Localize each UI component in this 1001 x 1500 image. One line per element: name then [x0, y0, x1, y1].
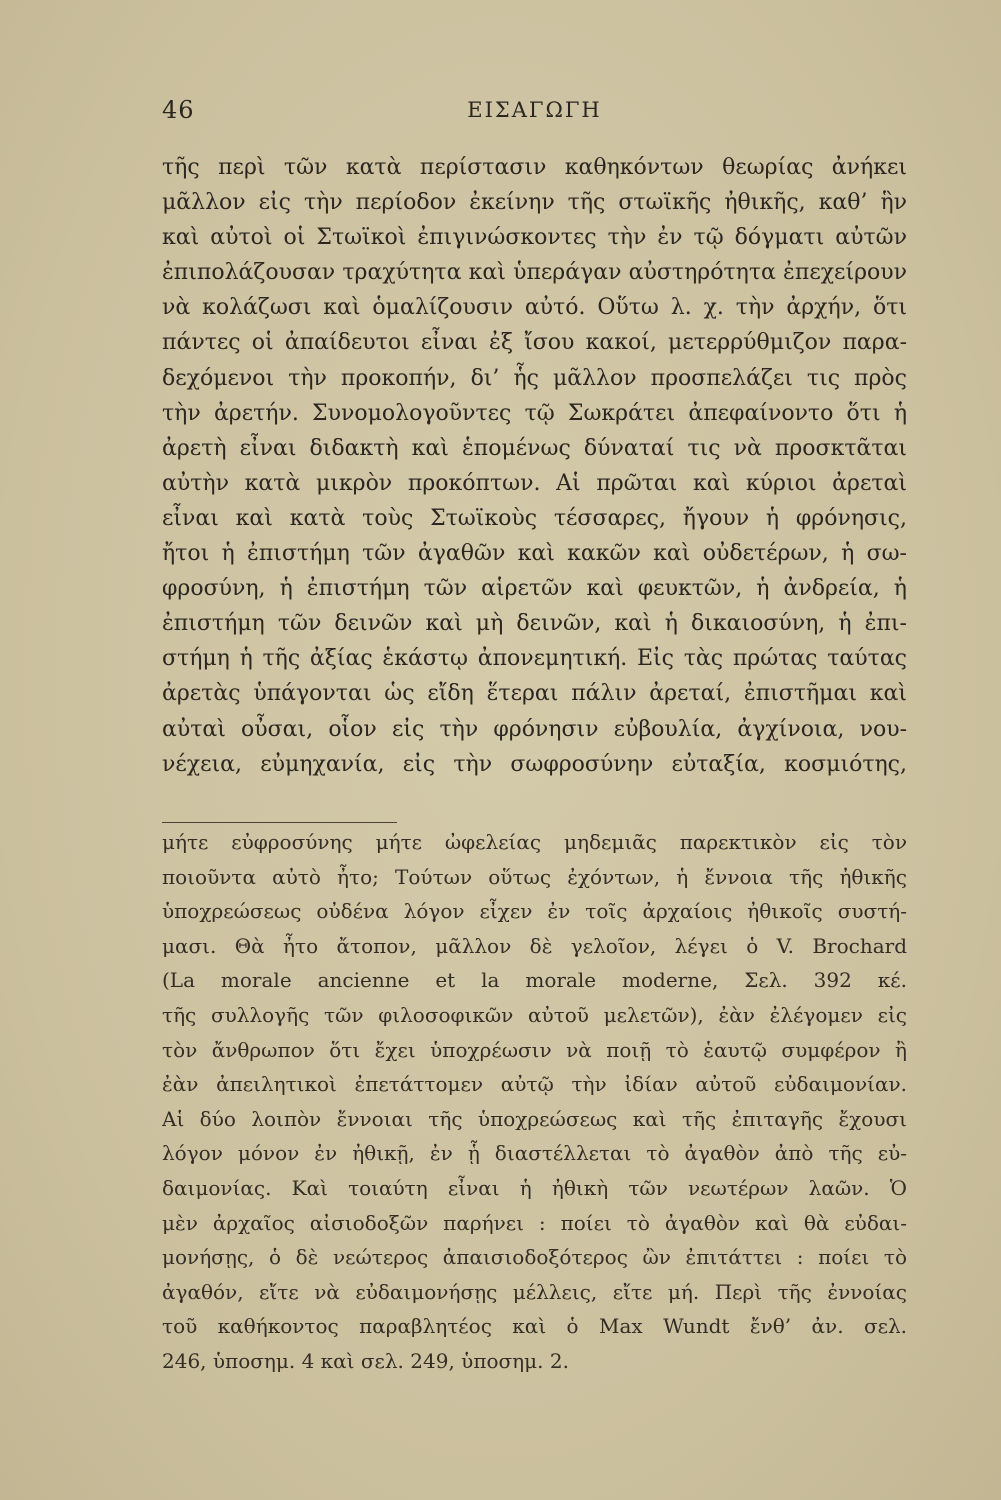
text-line: νέχεια, εὐμηχανία, εἰς τὴν σωφροσύνην εὐταξία, κοσμιότης, [162, 751, 907, 777]
text-line: τὴν ἀρετήν. Συνομολογοῦντες τῷ Σωκράτει ἀπεφαίνοντο ὅτι ἡ [162, 400, 907, 426]
text-line: ἐπιπολάζουσαν τραχύτητα καὶ ὑπεράγαν αὐστηρότητα ἐπεχείρουν [162, 260, 907, 286]
text-line: αὐταὶ οὖσαι, οἷον εἰς τὴν φρόνησιν εὐβουλία, ἀγχίνοια, νου- [162, 716, 907, 742]
page-number: 46 [162, 96, 195, 124]
text-line: τῆς περὶ τῶν κατὰ περίστασιν καθηκόντων θεωρίας ἀνήκει [162, 155, 907, 180]
footnote-rule [162, 822, 397, 823]
footnote-line: ἐὰν ἀπειλητικοὶ ἐπετάττομεν αὐτῷ τὴν ἰδίαν αὐτοῦ εὐδαιμονίαν. [162, 1072, 907, 1097]
footnote-line: μήτε εὐφροσύνης μήτε ὠφελείας μηδεμιᾶς παρεκτικὸν εἰς τὸν [162, 830, 907, 854]
text-line: εἶναι καὶ κατὰ τοὺς Στωϊκοὺς τέσσαρες, ἤγουν ἡ φρόνησις, [162, 505, 907, 531]
footnote-line: τῆς συλλογῆς τῶν φιλοσοφικῶν αὐτοῦ μελετῶν), ἐὰν ἐλέγομεν εἰς [162, 1002, 907, 1027]
footnote-line: Αἱ δύο λοιπὸν ἔννοιαι τῆς ὑποχρεώσεως καὶ τῆς ἐπιταγῆς ἔχουσι [162, 1106, 907, 1131]
footnote-line: λόγον μόνον ἐν ἠθικῇ, ἐν ᾗ διαστέλλεται τὸ ἀγαθὸν ἀπὸ τῆς εὐ- [162, 1141, 907, 1166]
footnote-line: ποιοῦντα αὐτὸ ἦτο; Τούτων οὕτως ἐχόντων, ἡ ἔννοια τῆς ἠθικῆς [162, 864, 907, 889]
text-line: αὐτὴν κατὰ μικρὸν προκόπτων. Αἱ πρῶται καὶ κύριοι ἀρεταὶ [162, 470, 907, 496]
running-head: ΕΙΣΑΓΩΓΗ [467, 98, 602, 122]
footnote-line: (La morale ancienne et la morale moderne, Σελ. 392 κέ. [162, 968, 907, 993]
footnote-line: μασι. Θὰ ἦτο ἄτοπον, μᾶλλον δὲ γελοῖον, λέγει ὁ V. Brochard [162, 933, 907, 958]
text-line: καὶ αὐτοὶ οἱ Στωϊκοὶ ἐπιγινώσκοντες τὴν ἐν τῷ δόγματι αὐτῶν [162, 225, 907, 251]
footnote-line: μὲν ἀρχαῖος αἰσιοδοξῶν παρήνει : ποίει τὸ ἀγαθὸν καὶ θὰ εὐδαι- [162, 1210, 907, 1235]
text-line: ἀρετὰς ὑπάγονται ὡς εἴδη ἕτεραι πάλιν ἀρεταί, ἐπιστῆμαι καὶ [162, 681, 907, 707]
text-line: δεχόμενοι τὴν προκοπήν, δι’ ἧς μᾶλλον προσπελάζει τις πρὸς [162, 365, 907, 391]
main-text [162, 150, 907, 782]
text-line: φροσύνη, ἡ ἐπιστήμη τῶν αἱρετῶν καὶ φευκτῶν, ἡ ἀνδρεία, ἡ [162, 576, 907, 602]
text-line: ἐπιστήμη τῶν δεινῶν καὶ μὴ δεινῶν, καὶ ἡ δικαιοσύνη, ἡ ἐπι- [162, 611, 907, 637]
footnote-line: δαιμονίας. Καὶ τοιαύτη εἶναι ἡ ἠθικὴ τῶν νεωτέρων λαῶν. Ὁ [162, 1175, 907, 1200]
text-line: μᾶλλον εἰς τὴν περίοδον ἐκείνην τῆς στωϊκῆς ἠθικῆς, καθ’ ἣν [162, 190, 907, 216]
footnote-line: τοῦ καθήκοντος παραβλητέος καὶ ὁ Max Wundt ἔνθ’ ἀν. σελ. [162, 1314, 907, 1339]
footnote-line: ὑποχρεώσεως οὐδένα λόγον εἶχεν ἐν τοῖς ἀρχαίοις ἠθικοῖς συστή- [162, 899, 907, 924]
text-line: στήμη ἡ τῆς ἀξίας ἑκάστῳ ἀπονεμητική. Εἰς τὰς πρώτας ταύτας [162, 646, 907, 672]
footnote-line: τὸν ἄνθρωπον ὅτι ἔχει ὑποχρέωσιν νὰ ποιῇ τὸ ἑαυτῷ συμφέρον ἢ [162, 1037, 907, 1062]
footnote-line: 246, ὑποσημ. 4 καὶ σελ. 249, ὑποσημ. 2. [162, 1348, 569, 1373]
text-line: πάντες οἱ ἀπαίδευτοι εἶναι ἐξ ἴσου κακοί, μετερρύθμιζον παρα- [162, 330, 907, 356]
footnote-line: μονήσῃς, ὁ δὲ νεώτερος ἀπαισιοδοξότερος ὢν ἐπιτάττει : ποίει τὸ [162, 1245, 907, 1270]
footnote [162, 825, 907, 1379]
text-line: νὰ κολάζωσι καὶ ὁμαλίζουσιν αὐτό. Οὕτω λ. χ. τὴν ἀρχήν, ὅτι [162, 295, 907, 321]
footnote-line: ἀγαθόν, εἴτε νὰ εὐδαιμονήσῃς μέλλεις, εἴτε μή. Περὶ τῆς ἐννοίας [162, 1279, 907, 1304]
page-header [162, 96, 907, 136]
text-line: ἤτοι ἡ ἐπιστήμη τῶν ἀγαθῶν καὶ κακῶν καὶ οὐδετέρων, ἡ σω- [162, 541, 907, 567]
text-line: ἀρετὴ εἶναι διδακτὴ καὶ ἑπομένως δύναταί τις νὰ προσκτᾶται [162, 435, 907, 461]
